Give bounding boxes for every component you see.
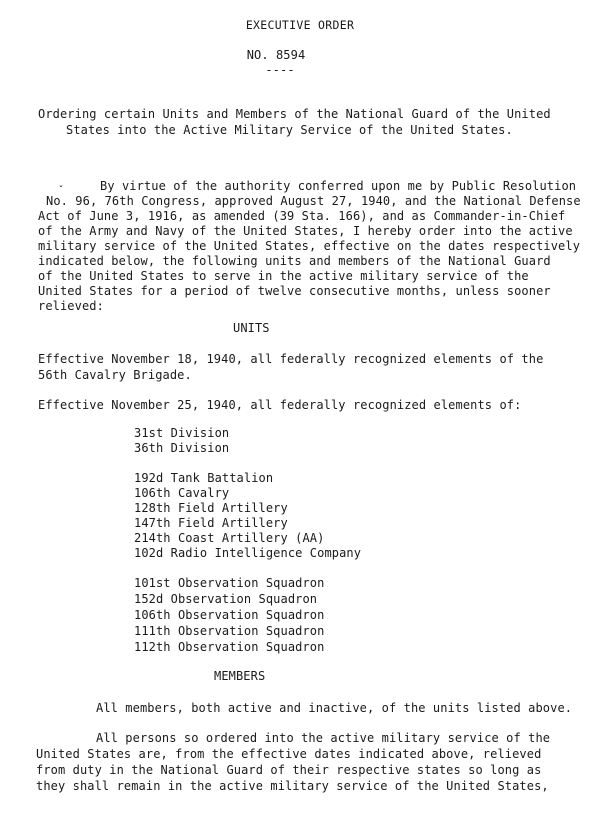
body-line-8: United States for a period of twelve consecutive months, unless sooner	[38, 284, 551, 298]
closing-line-4: they shall remain in the active military service of the United States,	[36, 779, 549, 793]
members-heading: MEMBERS	[214, 669, 266, 683]
body-line-7: of the United States to serve in the active military service of the	[38, 269, 529, 283]
subject-line-2: States into the Active Military Service of the United States.	[66, 123, 513, 137]
body-line-4: of the Army and Navy of the United States, I hereby order into the active	[38, 224, 573, 238]
unit-item: 36th Division	[134, 441, 230, 455]
closing-line-2: United States are, from the effective dates indicated above, relieved	[36, 747, 542, 761]
unit-item: 112th Observation Squadron	[134, 640, 325, 654]
body-line-6: indicated below, the following units and members of the National Guard	[38, 254, 551, 268]
number-underline: ----	[265, 63, 295, 77]
unit-item: 31st Division	[134, 426, 230, 440]
body-line-9: relieved:	[38, 299, 104, 313]
order-number: NO. 8594	[246, 48, 306, 62]
body-line-5: military service of the United States, effective on the dates respectively	[38, 239, 581, 253]
closing-line-1: All persons so ordered into the active military service of the	[96, 731, 551, 745]
document-title: EXECUTIVE ORDER	[245, 18, 355, 32]
unit-item: 152d Observation Squadron	[134, 592, 318, 606]
body-line-1: By virtue of the authority conferred upon me by Public Resolution	[100, 179, 577, 193]
units-heading: UNITS	[233, 321, 270, 335]
effective-nov-18-line-1: Effective November 18, 1940, all federally recognized elements of the	[38, 352, 544, 366]
effective-nov-25-line: Effective November 25, 1940, all federally recognized elements of:	[38, 398, 522, 412]
unit-item: 106th Cavalry	[134, 486, 230, 500]
unit-item: 214th Coast Artillery (AA)	[134, 531, 325, 545]
subject-line-1: Ordering certain Units and Members of the National Guard of the United	[38, 107, 551, 121]
unit-item: 106th Observation Squadron	[134, 608, 325, 622]
body-line-2: No. 96, 76th Congress, approved August 27, 1940, and the National Defense	[46, 194, 581, 208]
unit-item: 101st Observation Squadron	[134, 576, 325, 590]
margin-mark: ˬ	[58, 177, 65, 188]
unit-item: 102d Radio Intelligence Company	[134, 546, 362, 560]
unit-item: 147th Field Artillery	[134, 516, 288, 530]
unit-item: 111th Observation Squadron	[134, 624, 325, 638]
members-line: All members, both active and inactive, of the units listed above.	[96, 701, 573, 715]
unit-item: 192d Tank Battalion	[134, 471, 274, 485]
body-line-3: Act of June 3, 1916, as amended (39 Sta. 166), and as Commander-in-Chief	[38, 209, 566, 223]
effective-nov-18-line-2: 56th Cavalry Brigade.	[38, 368, 192, 382]
closing-line-3: from duty in the National Guard of their respective states so long as	[36, 763, 542, 777]
unit-item: 128th Field Artillery	[134, 501, 288, 515]
